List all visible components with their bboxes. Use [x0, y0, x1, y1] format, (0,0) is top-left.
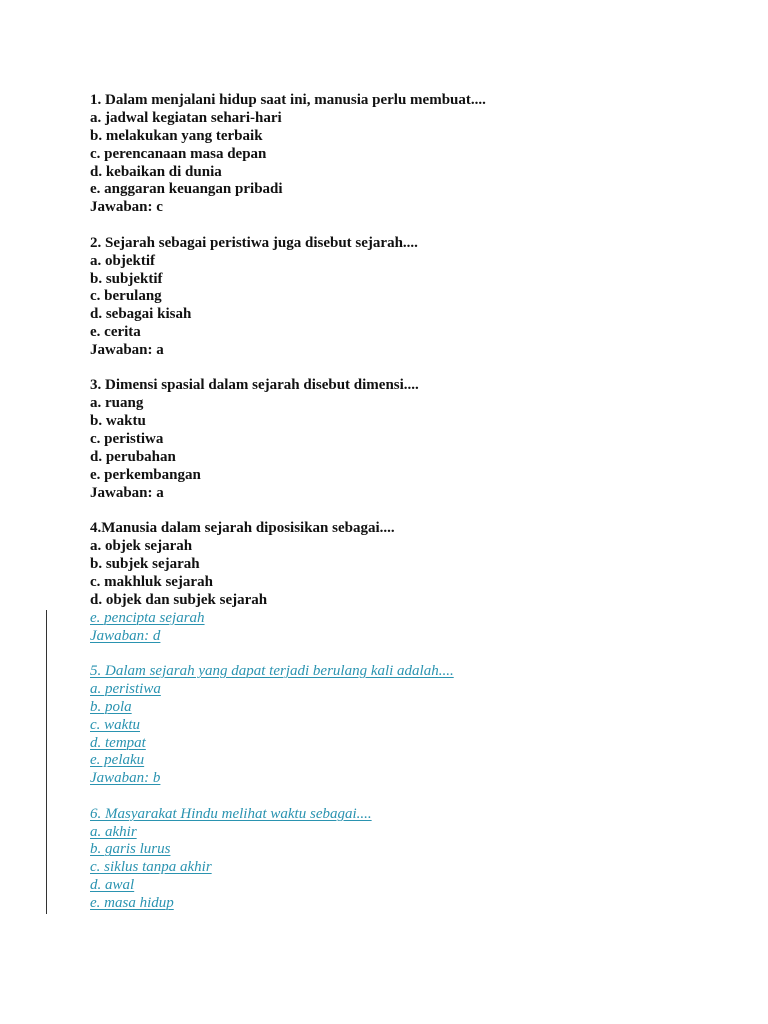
option-a: a. objektif	[90, 252, 155, 269]
option-e-link-text[interactable]: e. pelaku	[90, 752, 145, 769]
option-c-link-text[interactable]: c. siklus tanpa akhir	[90, 859, 212, 876]
option-d-link-text[interactable]: d. awal	[90, 877, 135, 894]
option-e-link[interactable]	[90, 752, 750, 770]
option-b: b. subjektif	[90, 270, 163, 287]
option-e: e. anggaran keuangan pribadi	[90, 181, 283, 198]
question-6	[90, 806, 750, 913]
margin-change-bar	[46, 610, 47, 914]
answer-key-link[interactable]	[90, 628, 750, 646]
answer-key-link-text[interactable]: Jawaban: b	[90, 770, 161, 787]
question-2	[90, 235, 750, 360]
option-c-link-text[interactable]: c. waktu	[90, 716, 140, 733]
option-c-link[interactable]	[90, 717, 750, 735]
option-d-link-text[interactable]: d. tempat	[90, 734, 146, 751]
option-a: a. jadwal kegiatan sehari-hari	[90, 109, 282, 126]
option-b: b. melakukan yang terbaik	[90, 127, 263, 144]
question-prompt-link-text[interactable]: 5. Dalam sejarah yang dapat terjadi berulang kali adalah....	[90, 662, 454, 679]
answer-key-link[interactable]	[90, 770, 750, 788]
question-1	[90, 92, 750, 217]
question-5	[90, 663, 750, 788]
question-prompt: 1. Dalam menjalani hidup saat ini, manusia perlu membuat....	[90, 92, 486, 108]
option-b-link[interactable]	[90, 841, 750, 859]
question-prompt-link[interactable]	[90, 806, 750, 824]
option-a-link-text[interactable]: a. akhir	[90, 823, 137, 840]
option-c: c. perencanaan masa depan	[90, 145, 267, 162]
option-a-link-text[interactable]: a. peristiwa	[90, 680, 161, 697]
answer-key-link-text[interactable]: Jawaban: d	[90, 627, 161, 644]
question-prompt: 2. Sejarah sebagai peristiwa juga disebut sejarah....	[90, 234, 418, 251]
answer-key: Jawaban: a	[90, 484, 164, 501]
option-c-link[interactable]	[90, 859, 750, 877]
option-e-link-text[interactable]: e. pencipta sejarah	[90, 609, 205, 626]
option-d: d. perubahan	[90, 449, 176, 466]
option-b: b. waktu	[90, 413, 146, 430]
option-d-link[interactable]	[90, 877, 750, 895]
option-b-link[interactable]	[90, 699, 750, 717]
option-e: e. perkembangan	[90, 466, 201, 483]
option-e-link-text[interactable]: e. masa hidup	[90, 895, 174, 912]
option-b-link-text[interactable]: b. pola	[90, 698, 132, 715]
option-e-link[interactable]	[90, 895, 750, 913]
answer-key: Jawaban: c	[90, 199, 163, 216]
option-d: d. sebagai kisah	[90, 306, 192, 323]
option-b: b. subjek sejarah	[90, 555, 200, 572]
option-d: d. kebaikan di dunia	[90, 163, 222, 180]
answer-key: Jawaban: a	[90, 342, 164, 359]
document-page	[90, 92, 750, 931]
option-a: a. objek sejarah	[90, 538, 193, 555]
option-e-link[interactable]	[90, 610, 750, 628]
question-3	[90, 377, 750, 502]
option-a: a. ruang	[90, 395, 144, 412]
option-d: d. objek dan subjek sejarah	[90, 591, 268, 608]
question-prompt-link[interactable]	[90, 663, 750, 681]
question-prompt: 3. Dimensi spasial dalam sejarah disebut dimensi....	[90, 377, 419, 394]
question-4	[90, 520, 750, 645]
option-c: c. makhluk sejarah	[90, 573, 213, 590]
option-a-link[interactable]	[90, 681, 750, 699]
option-c: c. peristiwa	[90, 431, 164, 448]
question-prompt-link-text[interactable]: 6. Masyarakat Hindu melihat waktu sebagai....	[90, 805, 372, 822]
question-prompt: 4.Manusia dalam sejarah diposisikan sebagai....	[90, 520, 395, 537]
option-c: c. berulang	[90, 288, 162, 305]
option-e: e. cerita	[90, 324, 141, 341]
option-b-link-text[interactable]: b. garis lurus	[90, 841, 171, 858]
option-a-link[interactable]	[90, 824, 750, 842]
option-d-link[interactable]	[90, 735, 750, 753]
